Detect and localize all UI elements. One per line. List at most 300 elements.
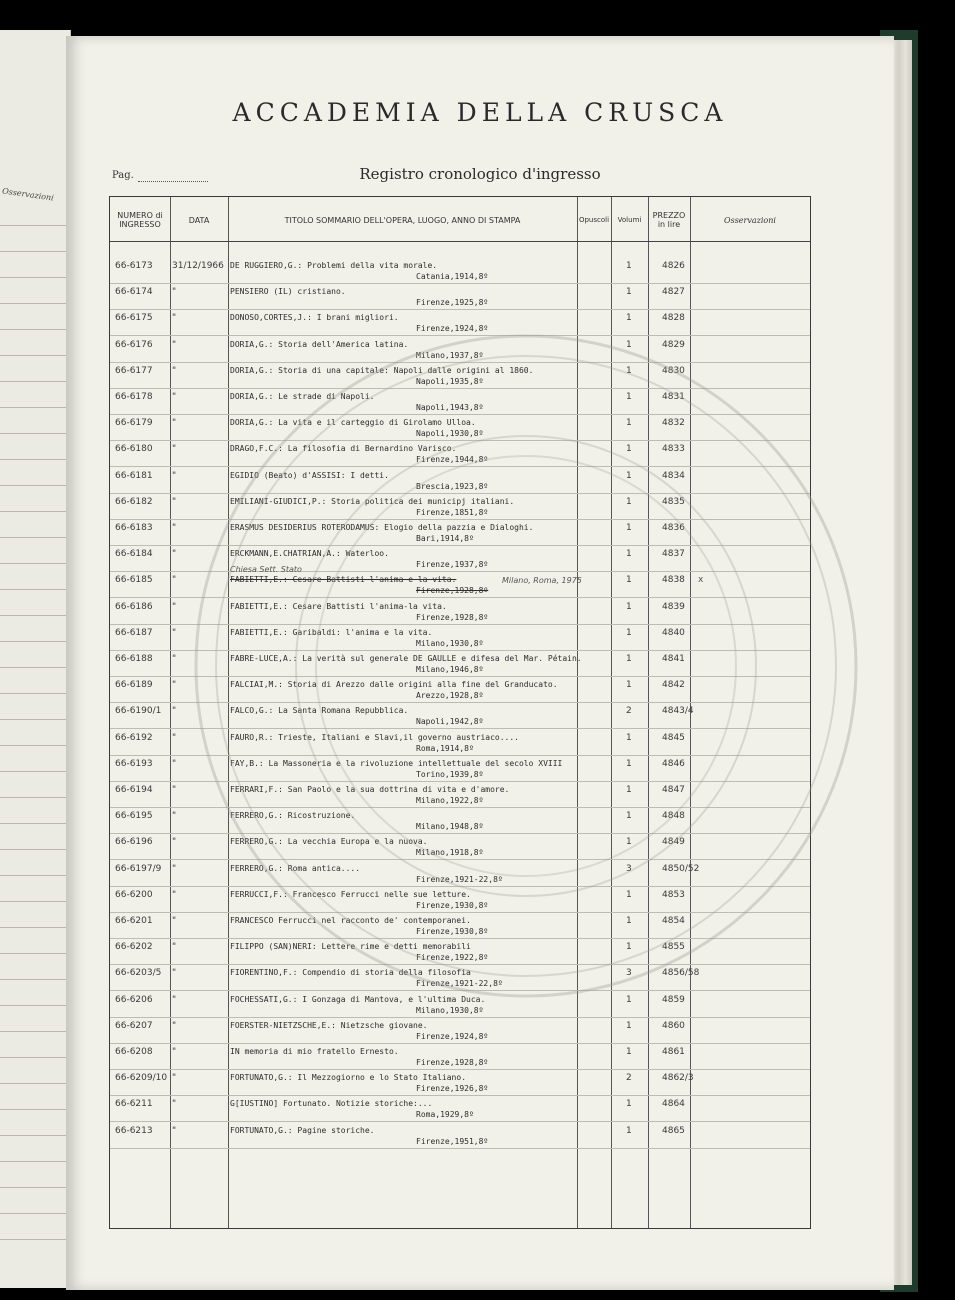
entry-place-year: Firenze,1930,8º [416,900,489,910]
entry-number: 66-6174 [115,287,153,298]
entry-price: 4828 [662,313,685,324]
entry-number: 66-6188 [115,654,153,664]
entry-title: PENSIERO (IL) cristiano. [230,287,346,297]
entry-price: 4841 [662,654,685,664]
entry-price: 4853 [662,889,685,900]
entry-title: G[IUSTINO] Fortunato. Notizie storiche:... [230,1099,433,1109]
entry-volumes: 1 [626,994,632,1005]
entry-price: 4833 [662,444,685,455]
entry-date: " [172,942,177,953]
row-rule [110,309,810,310]
entry-date: " [172,811,177,822]
left-page-rule [0,823,70,824]
left-page-rule [0,277,70,278]
entry-number: 66-6189 [115,680,153,691]
entry-date: " [172,313,177,324]
column-divider [170,197,171,1228]
entry-date: " [172,1047,177,1057]
row-rule [110,702,810,703]
entry-number: 66-6201 [115,916,153,926]
entry-price: 4862/3 [662,1073,694,1084]
header-rule [110,241,810,242]
left-page-rule [0,563,70,564]
entry-title: FAY,B.: La Massoneria e la rivoluzione intellettuale del secolo XVIII [230,758,563,768]
entry-number: 66-6202 [115,942,153,953]
col-header-titolo: TITOLO SOMMARIO DELL'OPERA, LUOGO, ANNO DI STAMPA [284,215,521,225]
left-page-rule [0,797,70,798]
entry-place-year: Firenze,1926,8º [416,1084,489,1094]
entry-number: 66-6203/5 [115,968,162,979]
entry-price: 4839 [662,601,685,612]
left-page-rule [0,979,70,980]
entry-number: 66-6180 [115,444,153,455]
entry-volumes: 1 [626,785,632,795]
entry-place-year: Milano,1948,8º [416,822,484,832]
col-header-data: DATA [188,215,210,225]
column-divider [611,197,612,1228]
entry-date: " [172,1020,177,1031]
entry-title: DE RUGGIERO,G.: Problemi della vita morale. [230,261,438,270]
left-page-rule [0,719,70,720]
entry-price: 4836 [662,523,685,533]
left-page-rule [0,1239,70,1240]
entry-date: " [172,785,177,795]
entry-date: " [172,496,177,507]
left-page-rule [0,251,70,252]
row-rule [110,938,810,939]
entry-price: 4861 [662,1047,685,1057]
entry-date: " [172,706,177,717]
entry-volumes: 1 [626,680,632,691]
entry-volumes: 1 [626,627,632,638]
entry-price: 4864 [662,1099,685,1110]
left-page-rule [0,1083,70,1084]
entry-title: FIORENTINO,F.: Compendio di storia della filosofia [230,968,471,978]
left-page-rule [0,433,70,434]
entry-place-year: Firenze,1928,8º [416,612,489,622]
entry-volumes: 1 [626,1047,632,1057]
left-page-rule [0,355,70,356]
row-rule [110,1148,810,1149]
entry-number: 66-6207 [115,1020,153,1031]
entry-title: DORIA,G.: Storia di una capitale: Napoli dalle origini al 1860. [230,365,534,375]
entry-volumes: 1 [626,418,632,429]
entry-number: 66-6173 [115,261,153,271]
row-rule [110,676,810,677]
left-facing-page [0,30,71,1288]
entry-price: 4832 [662,418,685,429]
entry-date: " [172,549,177,560]
entry-place-year: Milano,1930,8º [416,1005,484,1015]
entry-place-year: Catania,1914,8º [416,272,489,281]
entry-price: 4829 [662,339,685,350]
left-page-rule [0,1057,70,1058]
row-rule [110,493,810,494]
column-divider [577,197,578,1228]
entry-title: FERRERO,G.: La vecchia Europa e la nuova. [230,837,428,847]
entry-place-year: Napoli,1935,8º [416,376,484,386]
entry-volumes: 2 [626,1073,632,1084]
entry-volumes: 1 [626,732,632,743]
row-rule [110,886,810,887]
column-divider [648,197,649,1228]
entry-place-year: Bari,1914,8º [416,534,474,543]
entry-number: 66-6177 [115,365,153,376]
entry-volumes: 1 [626,470,632,481]
row-rule [110,1121,810,1122]
entry-number: 66-6197/9 [115,863,162,874]
entry-volumes: 1 [626,916,632,926]
row-rule [110,728,810,729]
entry-volumes: 1 [626,811,632,822]
row-rule [110,624,810,625]
entry-date: " [172,1073,177,1084]
entry-price: 4835 [662,496,685,507]
entry-place-year: Firenze,1851,8º [416,507,489,517]
entry-place-year: Brescia,1923,8º [416,481,489,491]
row-rule [110,545,810,546]
entry-place-year: Milano,1918,8º [416,848,484,858]
entry-price: 4859 [662,994,685,1005]
left-page-rule [0,407,70,408]
row-rule [110,571,810,572]
entry-date: " [172,444,177,455]
entry-volumes: 1 [626,575,632,586]
entry-number: 66-6183 [115,523,153,533]
entry-price: 4830 [662,365,685,376]
entry-volumes: 1 [626,758,632,769]
entry-title: DORIA,G.: Storia dell'America latina. [230,339,409,349]
entry-title: FERRERO,G.: Roma antica.... [230,863,361,873]
left-page-rule [0,1109,70,1110]
entry-price: 4827 [662,287,685,298]
row-rule [110,781,810,782]
entry-number: 66-6185 [115,575,153,586]
entry-date: " [172,627,177,638]
entry-price: 4848 [662,811,685,822]
entry-price: 4842 [662,680,685,691]
entry-date: " [172,575,177,586]
entry-volumes: 3 [626,863,632,874]
entry-volumes: 1 [626,496,632,507]
row-rule [110,964,810,965]
register-title: Registro cronologico d'ingresso [359,165,601,183]
row-rule [110,362,810,363]
entry-place-year: Napoli,1943,8º [416,403,484,412]
left-page-rule [0,225,70,226]
entry-title: FABIETTI,E.: Cesare Battisti l'anima e la vita. [230,575,457,585]
entry-place-year: Napoli,1930,8º [416,429,484,439]
entry-number: 66-6208 [115,1047,153,1057]
entry-price: 4847 [662,785,685,795]
entry-number: 66-6176 [115,339,153,350]
entry-number: 66-6175 [115,313,153,324]
entry-date: " [172,758,177,769]
entry-price: 4840 [662,627,685,638]
entry-volumes: 1 [626,1099,632,1110]
row-rule [110,833,810,834]
left-page-rule [0,511,70,512]
entry-volumes: 1 [626,601,632,612]
row-rule [110,597,810,598]
row-rule [110,807,810,808]
row-rule [110,1043,810,1044]
left-page-rule [0,953,70,954]
entry-date: " [172,968,177,979]
entry-volumes: 1 [626,313,632,324]
page-edges [892,40,912,1285]
entry-volumes: 1 [626,1125,632,1136]
entry-price: 4831 [662,392,685,402]
entry-title: ERASMUS DESIDERIUS ROTERODAMUS: Elogio della pazzia e Dialoghi. [230,523,534,532]
entry-number: 66-6209/10 [115,1073,168,1084]
entry-price: 4846 [662,758,685,769]
entry-number: 66-6206 [115,994,153,1005]
left-page-rule [0,1187,70,1188]
entry-number: 66-6194 [115,785,153,795]
entry-date: " [172,1125,177,1136]
entry-volumes: 3 [626,968,632,979]
entry-place-year: Napoli,1942,8º [416,717,484,727]
col-header-volumi: Volumi [617,215,642,224]
entry-date: 31/12/1966 [172,261,224,271]
left-page-rule [0,1213,70,1214]
entry-number: 66-6178 [115,392,153,402]
entry-title: DRAGO,F.C.: La filosofia di Bernardino Varisco. [230,444,457,454]
entry-title: FAURO,R.: Trieste, Italiani e Slavi,il governo austriaco.... [230,732,519,742]
entry-volumes: 1 [626,365,632,376]
left-page-rule [0,485,70,486]
left-page-rule [0,1005,70,1006]
row-rule [110,414,810,415]
entry-place-year: Firenze,1937,8º [416,560,489,570]
left-page-rule [0,745,70,746]
entry-price: 4843/4 [662,706,694,717]
entry-volumes: 2 [626,706,632,717]
entry-title: FALCO,G.: La Santa Romana Repubblica. [230,706,409,716]
row-rule [110,990,810,991]
entry-volumes: 1 [626,1020,632,1031]
entry-place-year: Firenze,1928,8º [416,586,489,596]
entry-date: " [172,994,177,1005]
entry-place-year: Firenze,1921-22,8º [416,979,503,989]
entry-volumes: 1 [626,549,632,560]
entry-number: 66-6179 [115,418,153,429]
row-rule [110,519,810,520]
entry-volumes: 1 [626,339,632,350]
left-page-rule [0,901,70,902]
entry-date: " [172,837,177,848]
entry-price: 4837 [662,549,685,560]
entry-place-year: Firenze,1928,8º [416,1058,489,1067]
entry-number: 66-6213 [115,1125,153,1136]
left-page-rule [0,381,70,382]
register-page [66,36,894,1290]
entry-place-year: Milano,1937,8º [416,350,484,360]
handwritten-annotation: Milano, Roma, 1975 [502,576,582,586]
left-page-rule [0,667,70,668]
ledger-table [109,196,811,1229]
row-rule [110,1095,810,1096]
entry-volumes: 1 [626,942,632,953]
entry-title: DONOSO,CORTES,J.: I brani migliori. [230,313,399,323]
entry-place-year: Firenze,1930,8º [416,927,489,936]
row-rule [110,650,810,651]
entry-title: FORTUNATO,G.: Il Mezzogiorno e lo Stato Italiano. [230,1073,467,1083]
entry-date: " [172,889,177,900]
entry-date: " [172,732,177,743]
entry-volumes: 1 [626,523,632,533]
left-page-rule [0,329,70,330]
left-page-rule [0,1135,70,1136]
page-number-label: Pag. [112,170,134,181]
entry-date: " [172,339,177,350]
entry-place-year: Firenze,1924,8º [416,1031,489,1041]
entry-title: FOERSTER-NIETZSCHE,E.: Nietzsche giovane. [230,1020,428,1030]
row-rule [110,1017,810,1018]
entry-volumes: 1 [626,261,632,271]
entry-title: FABRE-LUCE,A.: La verità sul generale DE GAULLE e difesa del Mar. Pétain. [230,654,582,663]
page-title: ACCADEMIA DELLA CRUSCA [232,98,728,127]
entry-date: " [172,418,177,429]
entry-date: " [172,365,177,376]
col-header-opuscoli: Opuscoli [578,215,610,224]
left-page-rule [0,537,70,538]
left-page-rule [0,875,70,876]
entry-price: 4860 [662,1020,685,1031]
entry-title: ERCKMANN,E.CHATRIAN,A.: Waterloo. [230,549,389,559]
left-page-rule [0,927,70,928]
entry-number: 66-6190/1 [115,706,162,717]
left-page-rule [0,693,70,694]
left-page-rule [0,589,70,590]
entry-title: FALCIAI,M.: Storia di Arezzo dalle origini alla fine del Granducato. [230,680,558,690]
entry-title: EGIDIO (Beato) d'ASSISI: I detti. [230,470,389,480]
entry-place-year: Roma,1929,8º [416,1110,474,1120]
entry-title: FOCHESSATI,G.: I Gonzaga di Mantova, e l'ultima Duca. [230,994,486,1004]
entry-volumes: 1 [626,654,632,664]
entry-title: FERRARI,F.: San Paolo e la sua dottrina di vita e d'amore. [230,785,510,794]
entry-volumes: 1 [626,837,632,848]
row-rule [110,335,810,336]
left-page-rule [0,615,70,616]
entry-number: 66-6192 [115,732,153,743]
entry-price: 4865 [662,1125,685,1136]
entry-date: " [172,863,177,874]
entry-title: FERRERO,G.: Ricostruzione. [230,811,356,821]
entry-title: FORTUNATO,G.: Pagine storiche. [230,1125,375,1135]
entry-place-year: Milano,1922,8º [416,796,484,805]
entry-date: " [172,1099,177,1110]
entry-price: 4855 [662,942,685,953]
entry-place-year: Firenze,1925,8º [416,298,489,308]
left-page-rule [0,1161,70,1162]
entry-volumes: 1 [626,392,632,402]
entry-volumes: 1 [626,444,632,455]
entry-place-year: Roma,1914,8º [416,743,474,753]
row-rule [110,859,810,860]
entry-place-year: Firenze,1951,8º [416,1136,489,1146]
entry-title: DORIA,G.: Le strade di Napoli. [230,392,375,401]
handwritten-correction: Chiesa Sett. Stato [230,565,302,575]
row-rule [110,466,810,467]
col-header-osservazioni: Osservazioni [724,215,776,225]
entry-price: 4856/58 [662,968,700,979]
entry-place-year: Firenze,1944,8º [416,455,489,465]
entry-date: " [172,287,177,298]
entry-title: FILIPPO (SAN)NERI: Lettere rime e detti memorabili [230,942,471,952]
entry-price: 4845 [662,732,685,743]
entry-title: FERRUCCI,F.: Francesco Ferrucci nelle sue letture. [230,889,471,899]
entry-place-year: Milano,1930,8º [416,638,484,648]
left-page-rule [0,771,70,772]
entry-date: " [172,654,177,664]
entry-price: 4849 [662,837,685,848]
row-rule [110,912,810,913]
row-rule [110,755,810,756]
left-page-rule [0,459,70,460]
entry-observation: x [698,575,704,586]
entry-number: 66-6196 [115,837,153,848]
entry-price: 4838 [662,575,685,586]
entry-price: 4850/52 [662,863,700,874]
entry-number: 66-6184 [115,549,153,560]
entry-number: 66-6200 [115,889,153,900]
entry-number: 66-6182 [115,496,153,507]
row-rule [110,440,810,441]
entry-title: FABIETTI,E.: Cesare Battisti l'anima-la vita. [230,601,447,611]
entry-volumes: 1 [626,889,632,900]
entry-place-year: Firenze,1924,8º [416,324,489,334]
left-page-rule [0,1031,70,1032]
entry-date: " [172,523,177,533]
entry-date: " [172,470,177,481]
entry-date: " [172,601,177,612]
entry-date: " [172,680,177,691]
left-page-rule [0,303,70,304]
entry-title: EMILIANI-GIUDICI,P.: Storia politica dei municipj italiani. [230,496,515,506]
row-rule [110,388,810,389]
entry-price: 4834 [662,470,685,481]
left-page-rule [0,641,70,642]
entry-title: IN memoria di mio fratello Ernesto. [230,1047,399,1056]
entry-number: 66-6186 [115,601,153,612]
entry-place-year: Torino,1939,8º [416,769,484,779]
entry-title: FABIETTI,E.: Garibaldi: l'anima e la vita. [230,627,433,637]
entry-number: 66-6195 [115,811,153,822]
column-divider [228,197,229,1228]
entry-date: " [172,392,177,402]
entry-date: " [172,916,177,926]
entry-place-year: Firenze,1921-22,8º [416,874,503,884]
col-header-prezzo: PREZZO in lire [652,211,686,229]
entry-number: 66-6211 [115,1099,153,1110]
entry-number: 66-6187 [115,627,153,638]
entry-number: 66-6181 [115,470,153,481]
left-page-column-label: Osservazioni [1,186,55,203]
row-rule [110,1069,810,1070]
entry-price: 4854 [662,916,685,926]
entry-title: FRANCESCO Ferrucci nel racconto de' contemporanei. [230,916,471,925]
entry-price: 4826 [662,261,685,271]
col-header-numero: NUMERO di INGRESSO [117,211,163,229]
entry-title: DORIA,G.: La vita e il carteggio di Girolamo Ulloa. [230,418,476,428]
entry-place-year: Milano,1946,8º [416,665,484,674]
entry-place-year: Firenze,1922,8º [416,953,489,963]
row-rule [110,283,810,284]
entry-place-year: Arezzo,1928,8º [416,691,484,701]
left-page-rule [0,849,70,850]
